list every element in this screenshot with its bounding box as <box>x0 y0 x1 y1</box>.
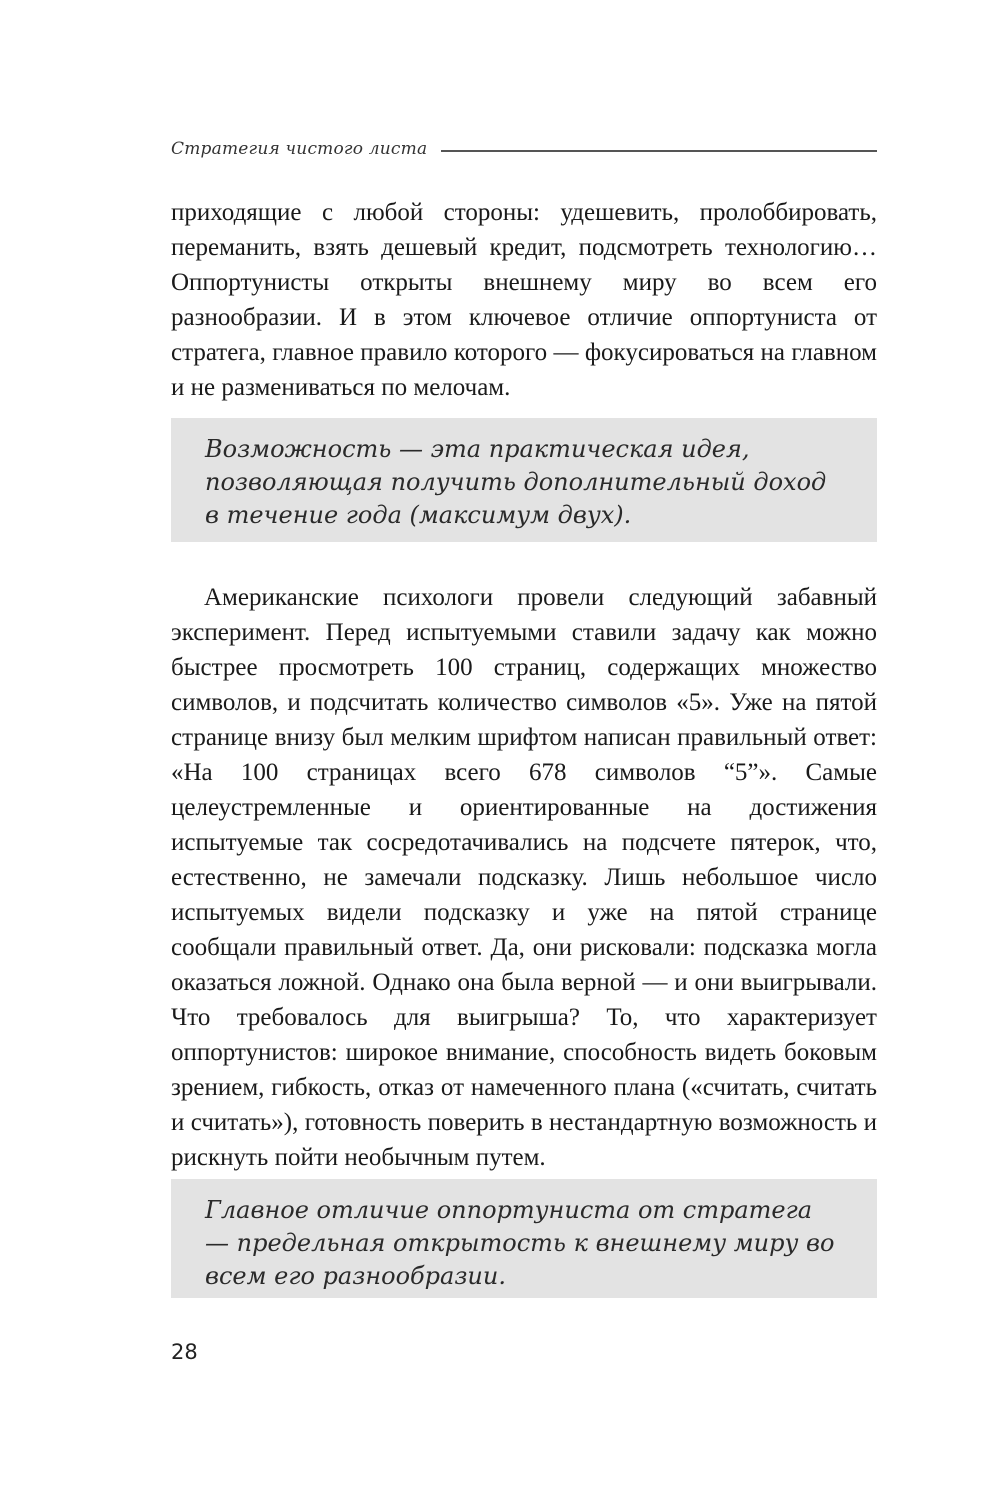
running-header-title: Стратегия чистого листа <box>171 139 428 159</box>
body-paragraph: Американские психологи провели следующий забавный эксперимент. Перед испытуемыми ставили задачу как можно быстрее просмотреть 100 страниц, содержащих множество символов, и подсчитать количество символов «5». Уже на пятой странице внизу был мелким шрифтом написан правильный ответ: «На 100 страницах всего 678 символов “5”». Самые целеустремленные и ориентированные на достижения испытуемые так сосредотачивались на подсчете пятерок, что, естественно, не замечали подсказку. Лишь небольшое число испытуемых видели подсказку и уже на пятой странице сообщали правильный ответ. Да, они рисковали: подсказка могла оказаться ложной. Однако она была верной — и они выигрывали. Что требовалось для выигрыша? То, что характеризует оппортунистов: широкое внимание, способность видеть боковым зрением, гибкость, отказ от намеченного плана («считать, считать и считать»), готовность поверить в нестандартную возможность и рискнуть пойти необычным путем. <box>171 584 877 1171</box>
body-paragraph: приходящие с любой стороны: удешевить, пролоббировать, переманить, взять дешевый кредит, подсмотреть технологию… Оппортунисты открыты внешнему миру во всем его разнообразии. И в этом ключевое отличие оппортуниста от стратега, главное правило которого — фокусироваться на главном и не размениваться по мелочам. <box>171 199 877 401</box>
callout-text: Возможность — эта практическая идея, позволяющая получить дополнительный доход в течение года (максимум двух). <box>205 435 827 529</box>
callout-box <box>171 418 877 542</box>
header-rule <box>441 150 877 152</box>
callout-box <box>171 1179 877 1298</box>
callout-text: Главное отличие оппортуниста от стратега — предельная открытость к внешнему миру во всем его разнообразии. <box>205 1196 835 1290</box>
page-number: 28 <box>171 1340 198 1364</box>
running-header <box>171 134 877 164</box>
